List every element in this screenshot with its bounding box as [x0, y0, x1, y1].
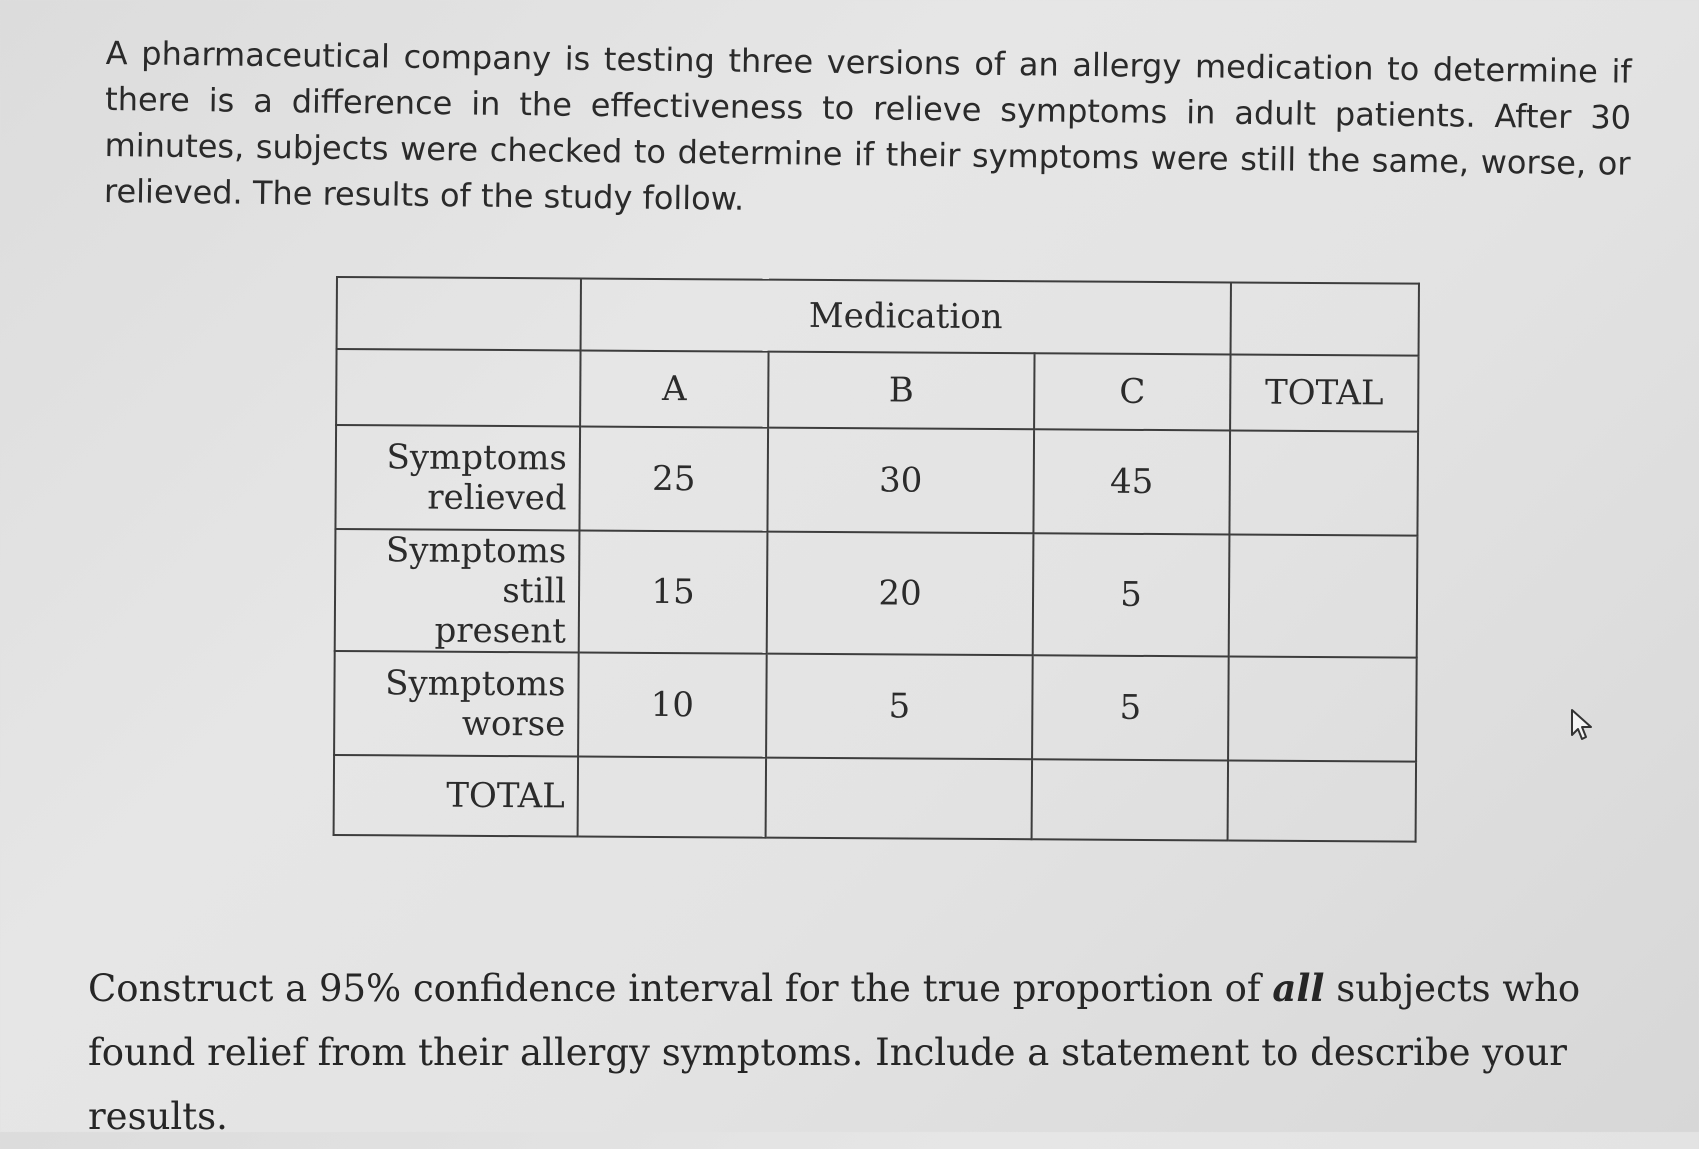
question-part-2: subjects who found relief from their allergy symptoms. Include a statement to describe your results.: [88, 967, 1581, 1138]
column-header-b: B: [768, 352, 1034, 430]
empty-total-cell: [1228, 656, 1417, 761]
empty-total-cell: [1229, 430, 1418, 535]
problem-intro: A pharmaceutical company is testing three versions of an allergy medication to determine if there is a difference in the effectiveness to relieve symptoms in adult patients. After 30 minutes, subjects were checked to determine if their symptoms were still the same, worse, or relieved. The results of the study follow.: [103, 33, 1632, 218]
empty-corner-cell: [337, 277, 581, 350]
table-cell: 5: [1033, 533, 1230, 656]
row-label-line: Symptoms: [385, 663, 566, 705]
row-label-line: worse: [461, 703, 566, 745]
row-label-line: relieved: [427, 477, 567, 519]
column-header-row: [336, 349, 1418, 432]
table-cell: 45: [1033, 429, 1230, 534]
table-row: [335, 529, 1418, 658]
row-label: [334, 651, 579, 756]
column-header-c: C: [1034, 353, 1230, 430]
table-cell: 15: [579, 530, 768, 653]
row-label-line: Symptoms still: [385, 530, 567, 612]
table-row: [334, 651, 1417, 762]
empty-label-cell: [336, 349, 580, 426]
table-cell: 10: [578, 652, 767, 757]
empty-total-cell: [1228, 760, 1416, 841]
empty-header-cell: [1231, 282, 1419, 355]
row-label: [335, 529, 580, 652]
total-row: [334, 755, 1416, 842]
empty-total-cell: [1032, 759, 1228, 840]
question-text: [88, 956, 1608, 1149]
medication-header: Medication: [581, 278, 1231, 354]
mouse-pointer-icon: [1570, 708, 1596, 742]
row-label-line: Symptoms: [386, 437, 568, 479]
table-row: [335, 425, 1418, 536]
row-label: [335, 425, 580, 530]
question-emphasis: all: [1272, 966, 1325, 1010]
empty-total-cell: [578, 756, 766, 837]
empty-total-cell: [1229, 534, 1418, 657]
table-cell: 5: [1032, 655, 1229, 760]
table-cell: 5: [766, 654, 1033, 760]
table-cell: 30: [767, 428, 1034, 534]
table-cell: 20: [767, 532, 1034, 656]
table-cell: 25: [579, 426, 768, 531]
total-row-label: TOTAL: [334, 755, 578, 836]
question-part-1: Construct a 95% confidence interval for the true proportion of: [88, 967, 1273, 1010]
column-header-a: A: [580, 350, 768, 427]
column-header-total: TOTAL: [1230, 354, 1418, 431]
empty-total-cell: [766, 758, 1032, 840]
row-label-line: present: [434, 610, 566, 652]
table-header-row: [337, 277, 1419, 356]
results-table: [333, 276, 1420, 843]
